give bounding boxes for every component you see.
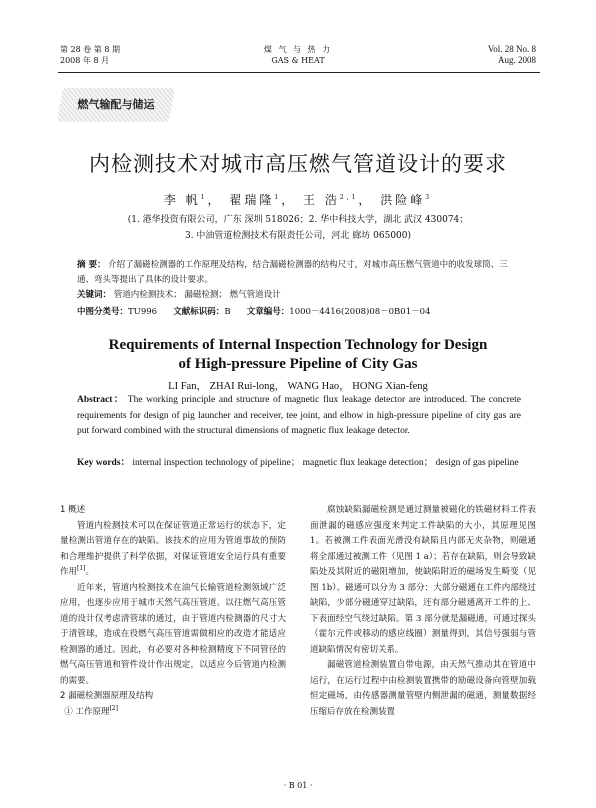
header-rule: [58, 72, 540, 73]
issue-date: 2008 年 8 月: [60, 56, 110, 65]
cls-number-label: 中图分类号：: [77, 307, 129, 317]
cls-number-value: TU996: [128, 307, 158, 317]
paper-title-en-line1: Requirements of Internal Inspection Technology for Design: [108, 337, 488, 353]
paper-title-cn: 内检测技术对城市高压燃气管道设计的要求: [89, 152, 507, 176]
keywords-text-cn: 管道内检测技术； 漏磁检测； 燃气管道设计: [113, 290, 281, 300]
author-list-cn: 李 帆$^1$， 翟瑞隆$^1$， 王 浩$^{2,1}$， 洪险峰$^3$: [163, 193, 433, 207]
paragraph-end: 。: [85, 567, 95, 577]
body-paragraph: 漏磁管道检测装置自带电源，由天然气推动其在管道中运行，在运行过程中由检测装置携带的励磁设备向管壁加载恒定磁场，由传感器测量管壁内侧泄漏的磁通，测量数据经压缩后存放在检测装置: [310, 660, 536, 717]
classification-line: [77, 305, 522, 320]
subsection-text: ① 工作原理: [64, 706, 110, 717]
author-name: 王 浩: [303, 193, 340, 207]
author-affiliation-mark: 1: [274, 194, 282, 201]
paper-title-en-line2: of High-pressure Pipeline of City Gas: [178, 356, 418, 372]
section-heading: 1 概述: [60, 505, 86, 515]
page-number: · B 01 ·: [283, 781, 313, 790]
volume-issue-en: Vol. 28 No. 8: [487, 44, 536, 54]
keywords-en: [77, 456, 521, 472]
author-name: 翟瑞隆: [229, 193, 275, 207]
body-paragraph: [60, 519, 286, 581]
subsection-heading: [60, 705, 286, 721]
keywords-label-cn: 关键词：: [77, 290, 112, 300]
abstract-label-cn: 摘 要：: [77, 260, 106, 270]
article-number-label: 文章编号：: [246, 307, 290, 317]
abstract-text-cn: 介绍了漏磁检测器的工作原理及结构，结合漏磁检测器的结构尺寸，对城市高压燃气管道中的收发球筒、三通、弯头等提出了具体的设计要求。: [77, 260, 508, 285]
keywords-text-en: internal inspection technology of pipeline； magnetic flux leakage detection； design of gas pipeline: [132, 458, 519, 468]
running-header-right: [488, 44, 536, 66]
affiliation-line: (1. 港华投资有限公司，广东 深圳 518026；2. 华中科技大学，湖北 武汉 430074；: [127, 215, 469, 225]
keywords-cn: [77, 288, 522, 303]
author-name: 洪险峰: [380, 193, 426, 207]
volume-issue: 第 28 卷 第 8 期: [60, 45, 120, 54]
body-column-right: [310, 503, 536, 720]
author-affiliation-mark: 2,1: [339, 194, 359, 201]
paragraph-text: 管道内检测技术可以在保证管道正常运行的状态下，定量检测出管道存在的缺陷。该技术的应用为管道事故的预防和合理维护提供了科学依据，对保证管道安全运行具有重要作用: [60, 520, 286, 577]
doc-code-value: B: [224, 307, 231, 317]
author-name: 李 帆: [163, 193, 201, 207]
citation: [1]: [77, 565, 86, 573]
author-affiliation-mark: 1: [200, 194, 208, 201]
section-heading: 2 漏磁检测器原理及结构: [60, 691, 154, 701]
abstract-text-en: The working principle and structure of magnetic flux leakage detector are introduced. The concrete requirements for design of pig launcher and receiver, tee joint, and elbow in high-pressure pipeline of city gas are put forward combined with the structural dimensions of magnetic flux leakage detector.: [77, 395, 521, 436]
journal-name-en: GAS & HEAT: [271, 56, 325, 65]
section-banner-label: 燃气输配与储运: [77, 98, 155, 111]
keywords-label-en: Key words：: [77, 458, 131, 468]
abstract-label-en: Abstract：: [77, 395, 125, 405]
issue-date-en: Aug. 2008: [498, 55, 536, 65]
author-list-en: LI Fan， ZHAI Rui-long， WANG Hao， HONG Xian-feng: [168, 381, 428, 392]
journal-name-cn: 煤 气 与 热 力: [263, 45, 333, 54]
affiliation-line: 3. 中油管道检测技术有限责任公司，河北 廊坊 065000): [184, 231, 412, 241]
body-column-left: [60, 503, 286, 720]
body-paragraph: 近年来，管道内检测技术在油气长输管道检测领域广泛应用，也逐步应用于城市天然气高压管道。以往燃气高压管道的设计仅考虑清管球的通过，由于管道内检测器的尺寸大于清管球，造成在役燃气高压管道需做相应的改造才能适应检测器的通过。因此，有必要对各种检测精度下不同管径的燃气高压管道和管件设计作出规定，以适应今后管道内检测的需要。: [60, 582, 286, 686]
body-paragraph: 腐蚀缺陷漏磁检测是通过测量被磁化的铁磁材料工件表面泄漏的磁感应强度来判定工件缺陷的大小，其原理见图 1。若被测工件表面光滑没有缺陷且内部无夹杂物，则磁通将全部通过被测工件（见图 1 a）；若存在缺陷，则会导致缺陷处及其附近的磁阻增加，使缺陷附近的磁场发生畸变（见图 1b）。磁通可以分为 3 部分：大部分磁通在工件内部绕过缺陷，少部分磁通穿过缺陷，还有部分磁通离开工件的上、下表面经空气绕过缺陷。第 3 部分就是漏磁通，可通过探头（霍尔元件或移动的感应线圈）测量得到，其信号强弱与管道缺陷情况有密切关系。: [310, 505, 536, 655]
abstract-cn: [77, 258, 522, 288]
citation: [2]: [109, 704, 118, 712]
doc-code-label: 文献标识码：: [173, 307, 225, 317]
abstract-en: [77, 393, 521, 440]
article-number-value: 1000－4416(2008)08－0B01－04: [289, 307, 431, 317]
author-affiliation-mark: 3: [425, 194, 433, 201]
section-banner: [60, 88, 172, 122]
